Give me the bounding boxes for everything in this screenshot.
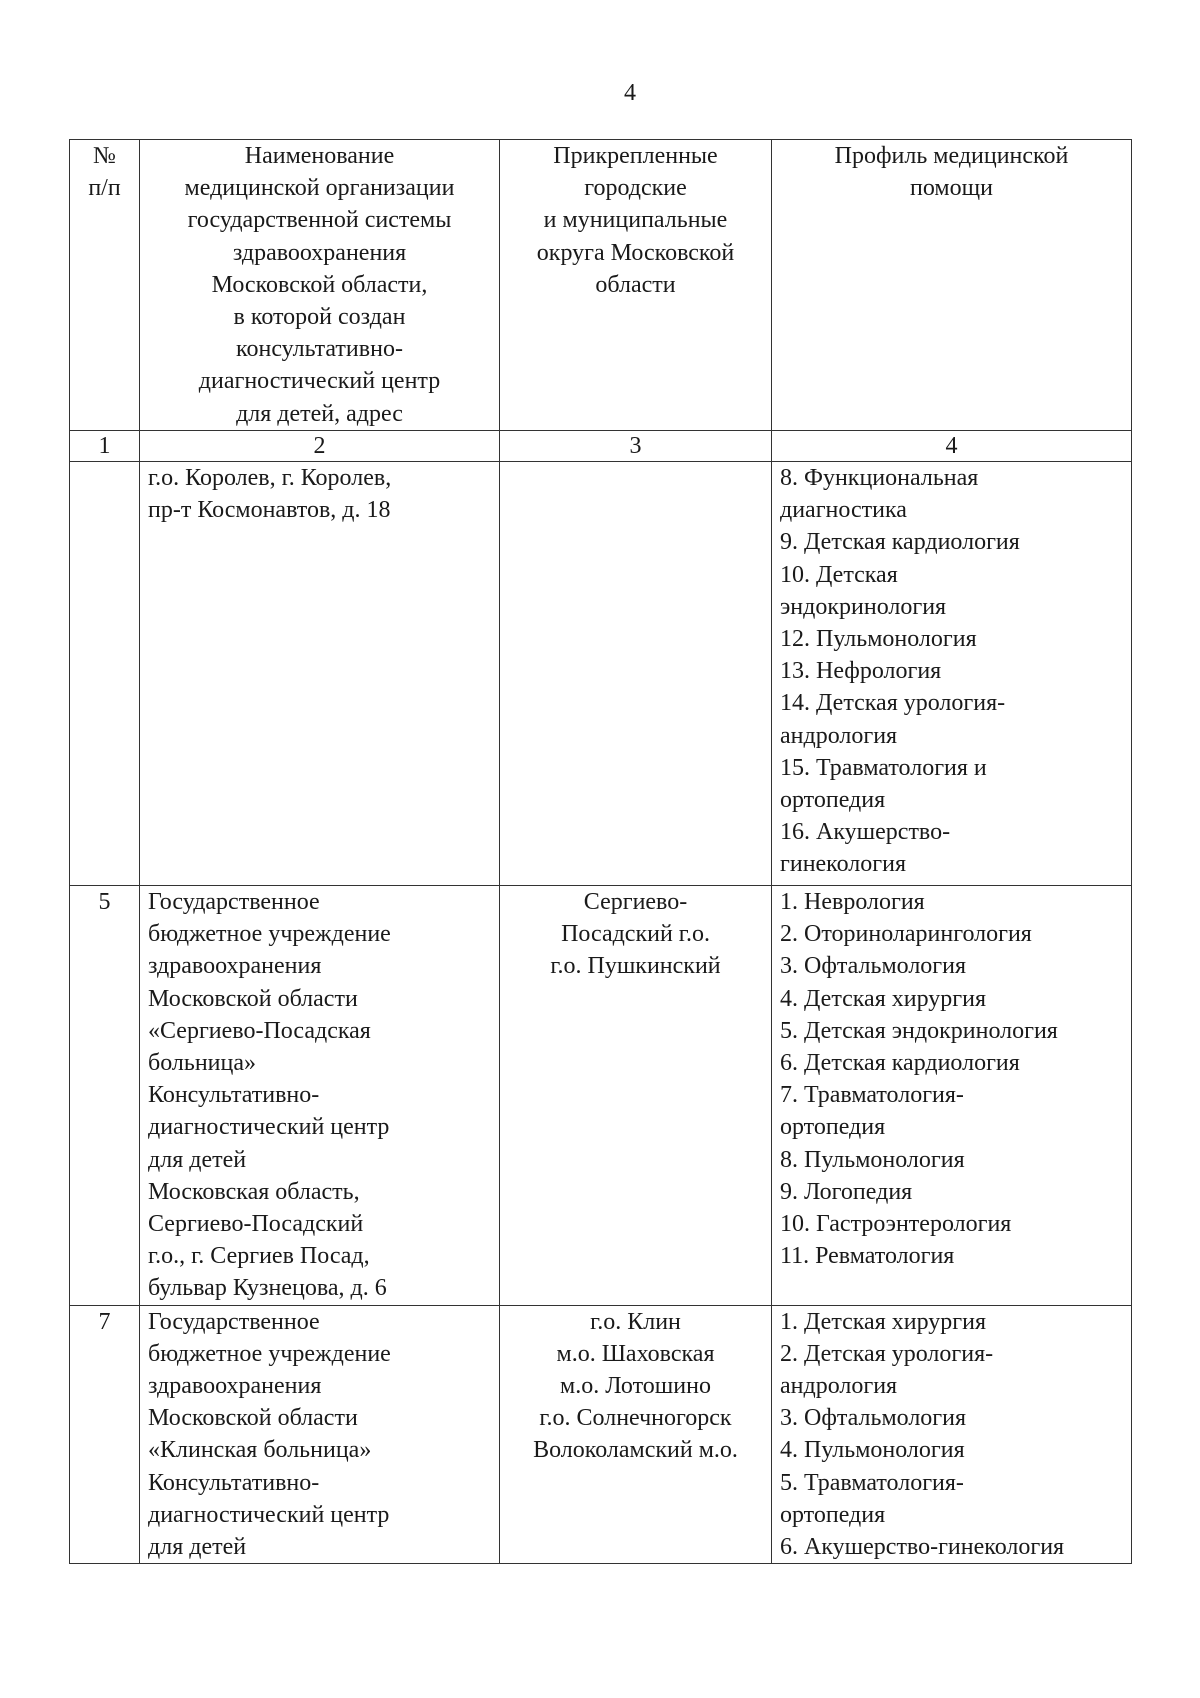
districts-cell: Сергиево- Посадский г.о. г.о. Пушкинский (500, 886, 772, 1306)
profiles-cell: 1. Детская хирургия 2. Детская урология- андрология 3. Офтальмология 4. Пульмонология 5. Травматология- ортопедия 6. Акушерство-гинекология (772, 1305, 1132, 1564)
organization-cell: Государственное бюджетное учреждение здравоохранения Московской области «Клинская больница» Консультативно- диагностический центр для детей (140, 1305, 500, 1564)
column-number: 1 (70, 431, 140, 462)
table-row (70, 886, 1132, 1306)
column-number: 2 (140, 431, 500, 462)
header-number: № п/п (70, 140, 140, 431)
profiles-cell: 8. Функциональная диагностика 9. Детская кардиология 10. Детская эндокринология 12. Пульмонология 13. Нефрология 14. Детская урология- андрология 15. Травматология и ортопедия 16. Акушерство- гинекология (772, 462, 1132, 886)
row-number: 5 (70, 886, 140, 1306)
organization-cell: г.о. Королев, г. Королев, пр-т Космонавтов, д. 18 (140, 462, 500, 886)
header-districts: Прикрепленные городские и муниципальные округа Московской области (500, 140, 772, 431)
header-profile: Профиль медицинской помощи (772, 140, 1132, 431)
header-organization: Наименование медицинской организации государственной системы здравоохранения Московской области, в которой создан консультативно- диагностический центр для детей, адрес (140, 140, 500, 431)
table-header-row (70, 140, 1132, 431)
table-row (70, 462, 1132, 886)
page-number: 4 (624, 80, 636, 106)
districts-cell: г.о. Клин м.о. Шаховская м.о. Лотошино г.о. Солнечногорск Волоколамский м.о. (500, 1305, 772, 1564)
row-number: 7 (70, 1305, 140, 1564)
organization-cell: Государственное бюджетное учреждение здравоохранения Московской области «Сергиево-Посадская больница» Консультативно- диагностический центр для детей Московская область, Сергиево-Посадский г.о., г. Сергиев Посад, бульвар Кузнецова, д. 6 (140, 886, 500, 1306)
row-number (70, 462, 140, 886)
table-row (70, 1305, 1132, 1564)
column-number: 3 (500, 431, 772, 462)
profiles-cell: 1. Неврология 2. Оториноларингология 3. Офтальмология 4. Детская хирургия 5. Детская эндокринология 6. Детская кардиология 7. Травматология- ортопедия 8. Пульмонология 9. Логопедия 10. Гастроэнтерология 11. Ревматология (772, 886, 1132, 1306)
districts-cell (500, 462, 772, 886)
column-number-row (70, 431, 1132, 462)
column-number: 4 (772, 431, 1132, 462)
facilities-table (69, 139, 1132, 1564)
